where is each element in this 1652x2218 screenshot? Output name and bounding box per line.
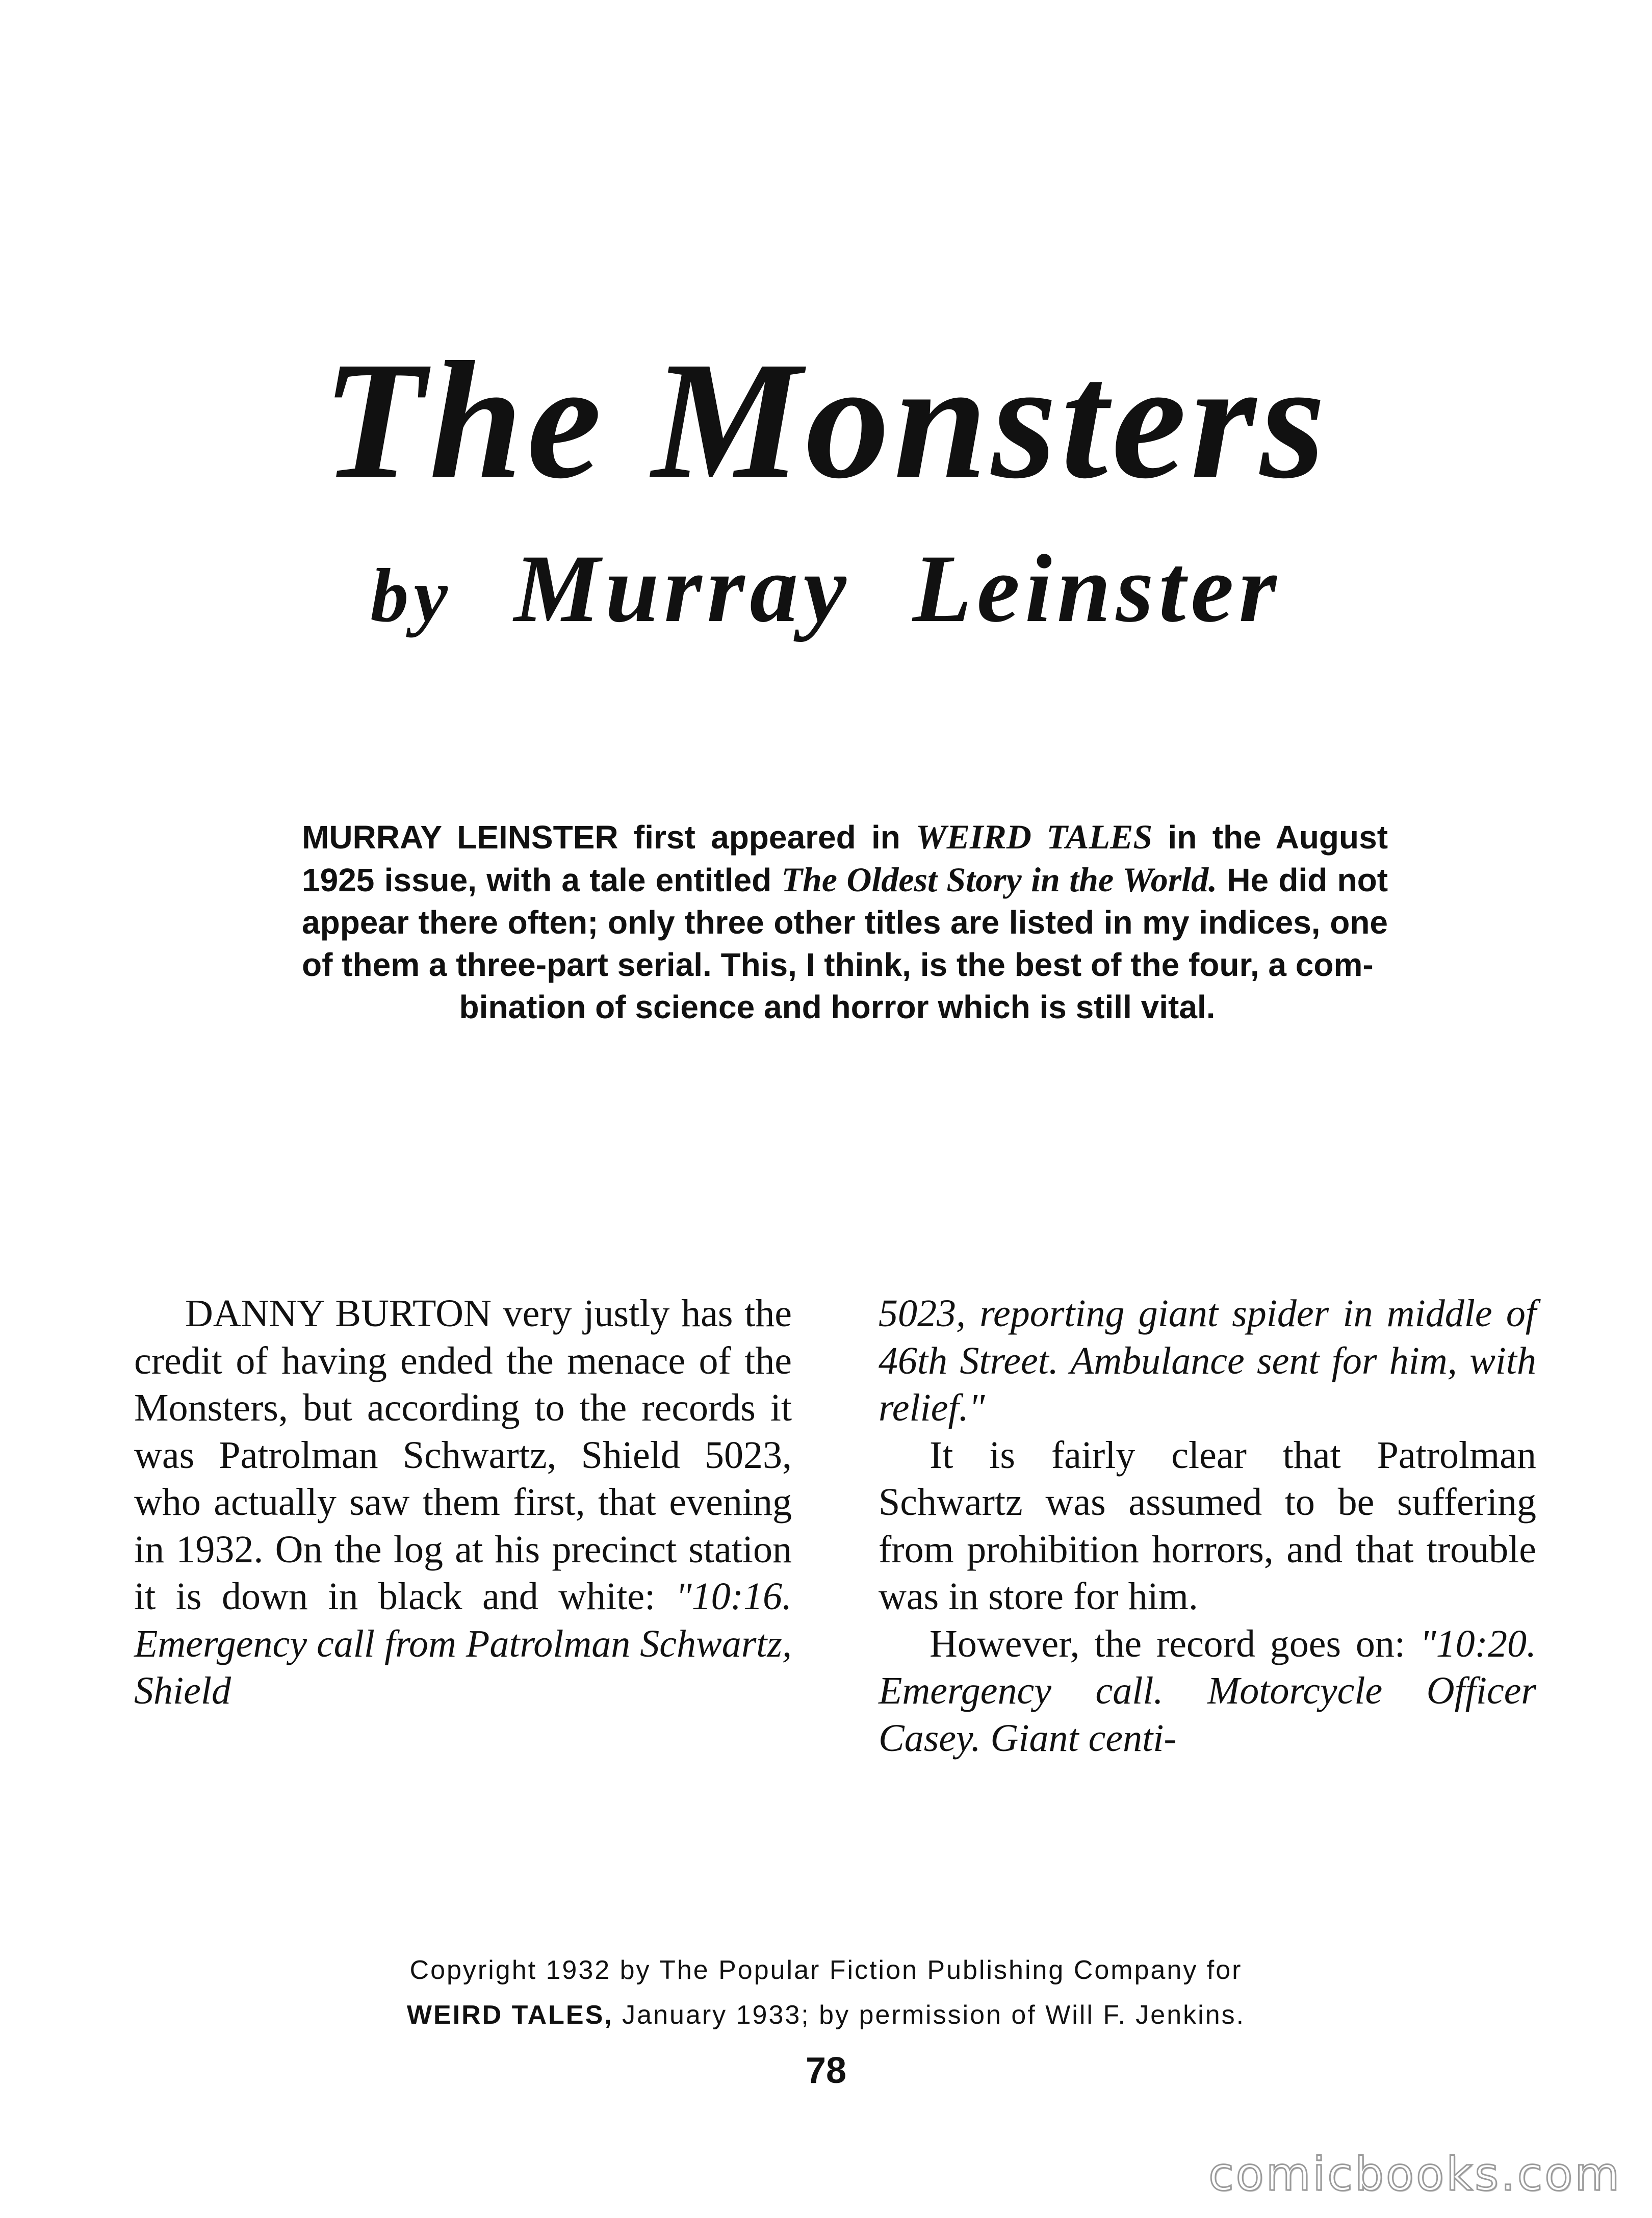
author-first-name: Murray (513, 535, 851, 642)
author-last-name: Leinster (912, 535, 1282, 642)
story-log-entry-continued: 5023, reporting giant spider in middle of 46th Street. Ambulance sent for him, with relief." (879, 1292, 1536, 1429)
copyright-notice (0, 1948, 1652, 2038)
story-log-entry: "10:20. Emergency call. Motorcycle Officer Casey. Giant centi- (879, 1622, 1536, 1760)
intro-magazine-name: WEIRD TALES (916, 817, 1153, 856)
watermark: comicbooks.com (1208, 2148, 1621, 2201)
story-column-left (134, 1290, 792, 1715)
editor-introduction (302, 816, 1388, 1028)
intro-text-3: He did not appear there often; only three other titles are listed in my indices, one of them a three-part serial. This, I think, is the best of the four, a com- (302, 862, 1388, 983)
intro-text-2: in the August 1925 issue, with a tale entitled (302, 819, 1388, 898)
story-text: DANNY BURTON very justly has the credit of having ended the menace of the Monsters, but according to the records it was Patrolman Schwartz, Shield 5023, who actually saw them first, that evening in 1932. On the log at his precinct station it is down in black and white: (134, 1292, 792, 1618)
intro-text-1: first appeared in (618, 819, 916, 856)
story-paragraph (134, 1290, 792, 1715)
intro-author-name: MURRAY LEINSTER (302, 819, 618, 856)
copyright-line-2 (0, 1993, 1652, 2038)
story-column-right (879, 1290, 1536, 1762)
story-paragraph: It is fairly clear that Patrolman Schwartz was assumed to be suffering from prohibition horrors, and that trouble was in store for him. (879, 1433, 1536, 1618)
copyright-magazine: WEIRD TALES, (406, 2000, 613, 2030)
story-text: However, the record goes on: (930, 1622, 1420, 1665)
byline (0, 535, 1652, 642)
story-title: The Monsters (322, 327, 1330, 513)
story-log-entry: "10:16. Emergency call from Patrolman Schwartz, Shield (134, 1575, 792, 1712)
page-number: 78 (805, 2050, 847, 2091)
copyright-line-2-text: January 1933; by permission of Will F. Jenkins. (613, 2000, 1246, 2030)
byline-by: by (370, 553, 453, 638)
story-paragraph (879, 1620, 1536, 1762)
intro-story-title: The Oldest Story in the World. (781, 860, 1218, 899)
copyright-line-1: Copyright 1932 by The Popular Fiction Publishing Company for (409, 1955, 1243, 1985)
intro-last-line: bination of science and horror which is still vital. (459, 989, 1216, 1025)
